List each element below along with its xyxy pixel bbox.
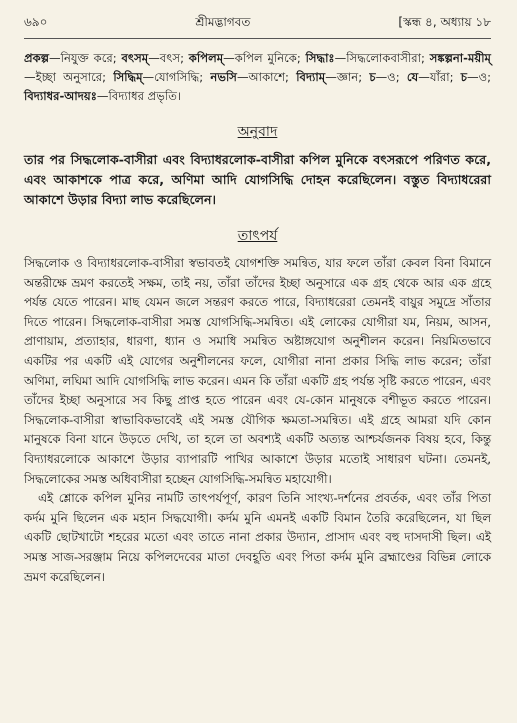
page-number: ৬৯০	[24, 15, 48, 29]
synonym-meaning: —জ্ঞান;	[325, 70, 370, 84]
purport-heading: তাৎপর্য	[237, 228, 278, 244]
translation-text: তার পর সিদ্ধলোক-বাসীরা এবং বিদ্যাধরলোক-বাসীরা কপিল মুনিকে বৎসরূপে পরিণত করে, এবং আকাশকে পাত্র করে, অণিমা আদি যোগসিদ্ধি দোহন করেছিলেন। বস্তুত বিদ্যাধরেরা আকাশে উড়ার বিদ্যা লাভ করেছিলেন।	[24, 152, 491, 207]
purport-body	[24, 254, 491, 587]
synonym-word: বিদ্যাম্	[296, 70, 326, 84]
synonym-meaning: —যোগসিদ্ধি;	[142, 70, 211, 84]
book-title: শ্রীমদ্ভাগবত	[195, 15, 251, 29]
synonym-word: সিদ্ধিম্	[113, 70, 143, 84]
synonym-word: বিদ্যাধর-আদয়ঃ	[24, 89, 97, 103]
synonym-word: সঙ্কল্পনা-ময়ীম্	[429, 51, 491, 65]
synonym-word: যে	[406, 70, 419, 84]
synonym-meaning: —ইচ্ছা অনুসারে;	[24, 70, 114, 84]
synonym-meaning: —ও;	[466, 70, 492, 84]
purport-paragraph: এই শ্লোকে কপিল মুনির নামটি তাৎপর্যপূর্ণ, কারণ তিনি সাংখ্য-দর্শনের প্রবর্তক, এবং তাঁর পিতা কর্দম মুনি ছিলেন এক মহান সিদ্ধযোগী। কর্দম মুনি এমনই একটি বিমান তৈরি করেছিলেন, যা ছিল একটি ছোটখাটো শহরের মতো এবং তাতে নানা প্রকার উদ্যান, প্রাসাদ এবং বহু দাসদাসী ছিল। এই সমস্ত সাজ-সরঞ্জাম নিয়ে কপিলদেবের মাতা দেবহূতি এবং পিতা কর্দম মুনি ব্রহ্মাণ্ডের বিভিন্ন লোকে ভ্রমণ করেছিলেন।	[24, 491, 491, 584]
synonym-meaning: —যাঁরা;	[418, 70, 461, 84]
synonym-word: প্রকল্প	[24, 51, 50, 65]
synonym-meaning: —ও;	[375, 70, 407, 84]
synonym-word: সিদ্ধাঃ	[305, 51, 335, 65]
synonym-word: বৎসম্	[121, 51, 149, 65]
section-label: [স্কন্ধ ৪, অধ্যায় ১৮	[398, 15, 491, 29]
page-header	[24, 14, 491, 39]
synonym-word: চ	[460, 70, 467, 84]
synonym-meaning: —বৎস;	[148, 51, 189, 65]
purport-paragraph: সিদ্ধলোক ও বিদ্যাধরলোক-বাসীরা স্বভাবতই যোগশক্তি সমন্বিত, যার ফলে তাঁরা কেবল বিনা বিমানে অন্তরীক্ষে ভ্রমণ করতেই সক্ষম, তাই নয়, তাঁরা তাঁদের ইচ্ছা অনুসারে এক গ্রহ থেকে আর এক গ্রহে পর্যন্ত যেতে পারেন। মাছ যেমন জলে সন্তরণ করতে পারে, বিদ্যাধরেরা তেমনই বায়ুর সমুদ্রে সাঁতার দিতে পারেন। সিদ্ধলোক-বাসীরা সমস্ত যোগসিদ্ধি-সমন্বিত। এই লোকের যোগীরা যম, নিয়ম, আসন, প্রাণায়াম, প্রত্যাহার, ধারণা, ধ্যান ও সমাধি সমন্বিত অষ্টাঙ্গযোগ অনুশীলন করেন। নিয়মিতভাবে একটির পর একটি এই যোগের অনুশীলনের ফলে, যোগীরা নানা প্রকার সিদ্ধি লাভ করেন; তাঁরা অণিমা, লঘিমা আদি যোগসিদ্ধি লাভ করেন। এমন কি তাঁরা একটি গ্রহ পর্যন্ত সৃষ্টি করতে পারেন, এবং তাঁদের ইচ্ছা অনুসারে সব কিছু প্রাপ্ত হতে পারেন এবং যে-কোন মানুষকে বশীভূত করতে পারেন। সিদ্ধলোক-বাসীরা স্বাভাবিকভাবেই এই সমস্ত যৌগিক ক্ষমতা-সমন্বিত। এই গ্রহে আমরা যদি কোন মানুষকে বিনা যানে উড়তে দেখি, তা হলে তা অবশ্যই একটি অত্যন্ত আশ্চর্যজনক বিষয় হবে, কিন্তু বিদ্যাধরলোকে আকাশে উড়ার ব্যাপারটি পাখির আকাশে উড়ার মতোই সাধারণ ঘটনা। তেমনই, সিদ্ধলোকের সমস্ত অধিবাসীরা হচ্ছেন যোগসিদ্ধি-সমন্বিত মহাযোগী।	[24, 256, 492, 486]
synonym-meaning: —সিদ্ধলোকবাসীরা;	[334, 51, 430, 65]
synonyms-paragraph	[24, 49, 491, 106]
synonym-meaning: —কপিল মুনিকে;	[223, 51, 306, 65]
translation-heading: অনুবাদ	[237, 124, 278, 140]
synonym-word: নভসি	[210, 70, 237, 84]
synonym-meaning: —আকাশে;	[236, 70, 297, 84]
synonym-meaning: —বিদ্যাধর প্রভৃতি।	[96, 89, 182, 103]
synonym-meaning: —নিযুক্ত করে;	[49, 51, 122, 65]
synonym-word: চ	[369, 70, 376, 84]
synonym-word: কপিলম্	[188, 51, 224, 65]
